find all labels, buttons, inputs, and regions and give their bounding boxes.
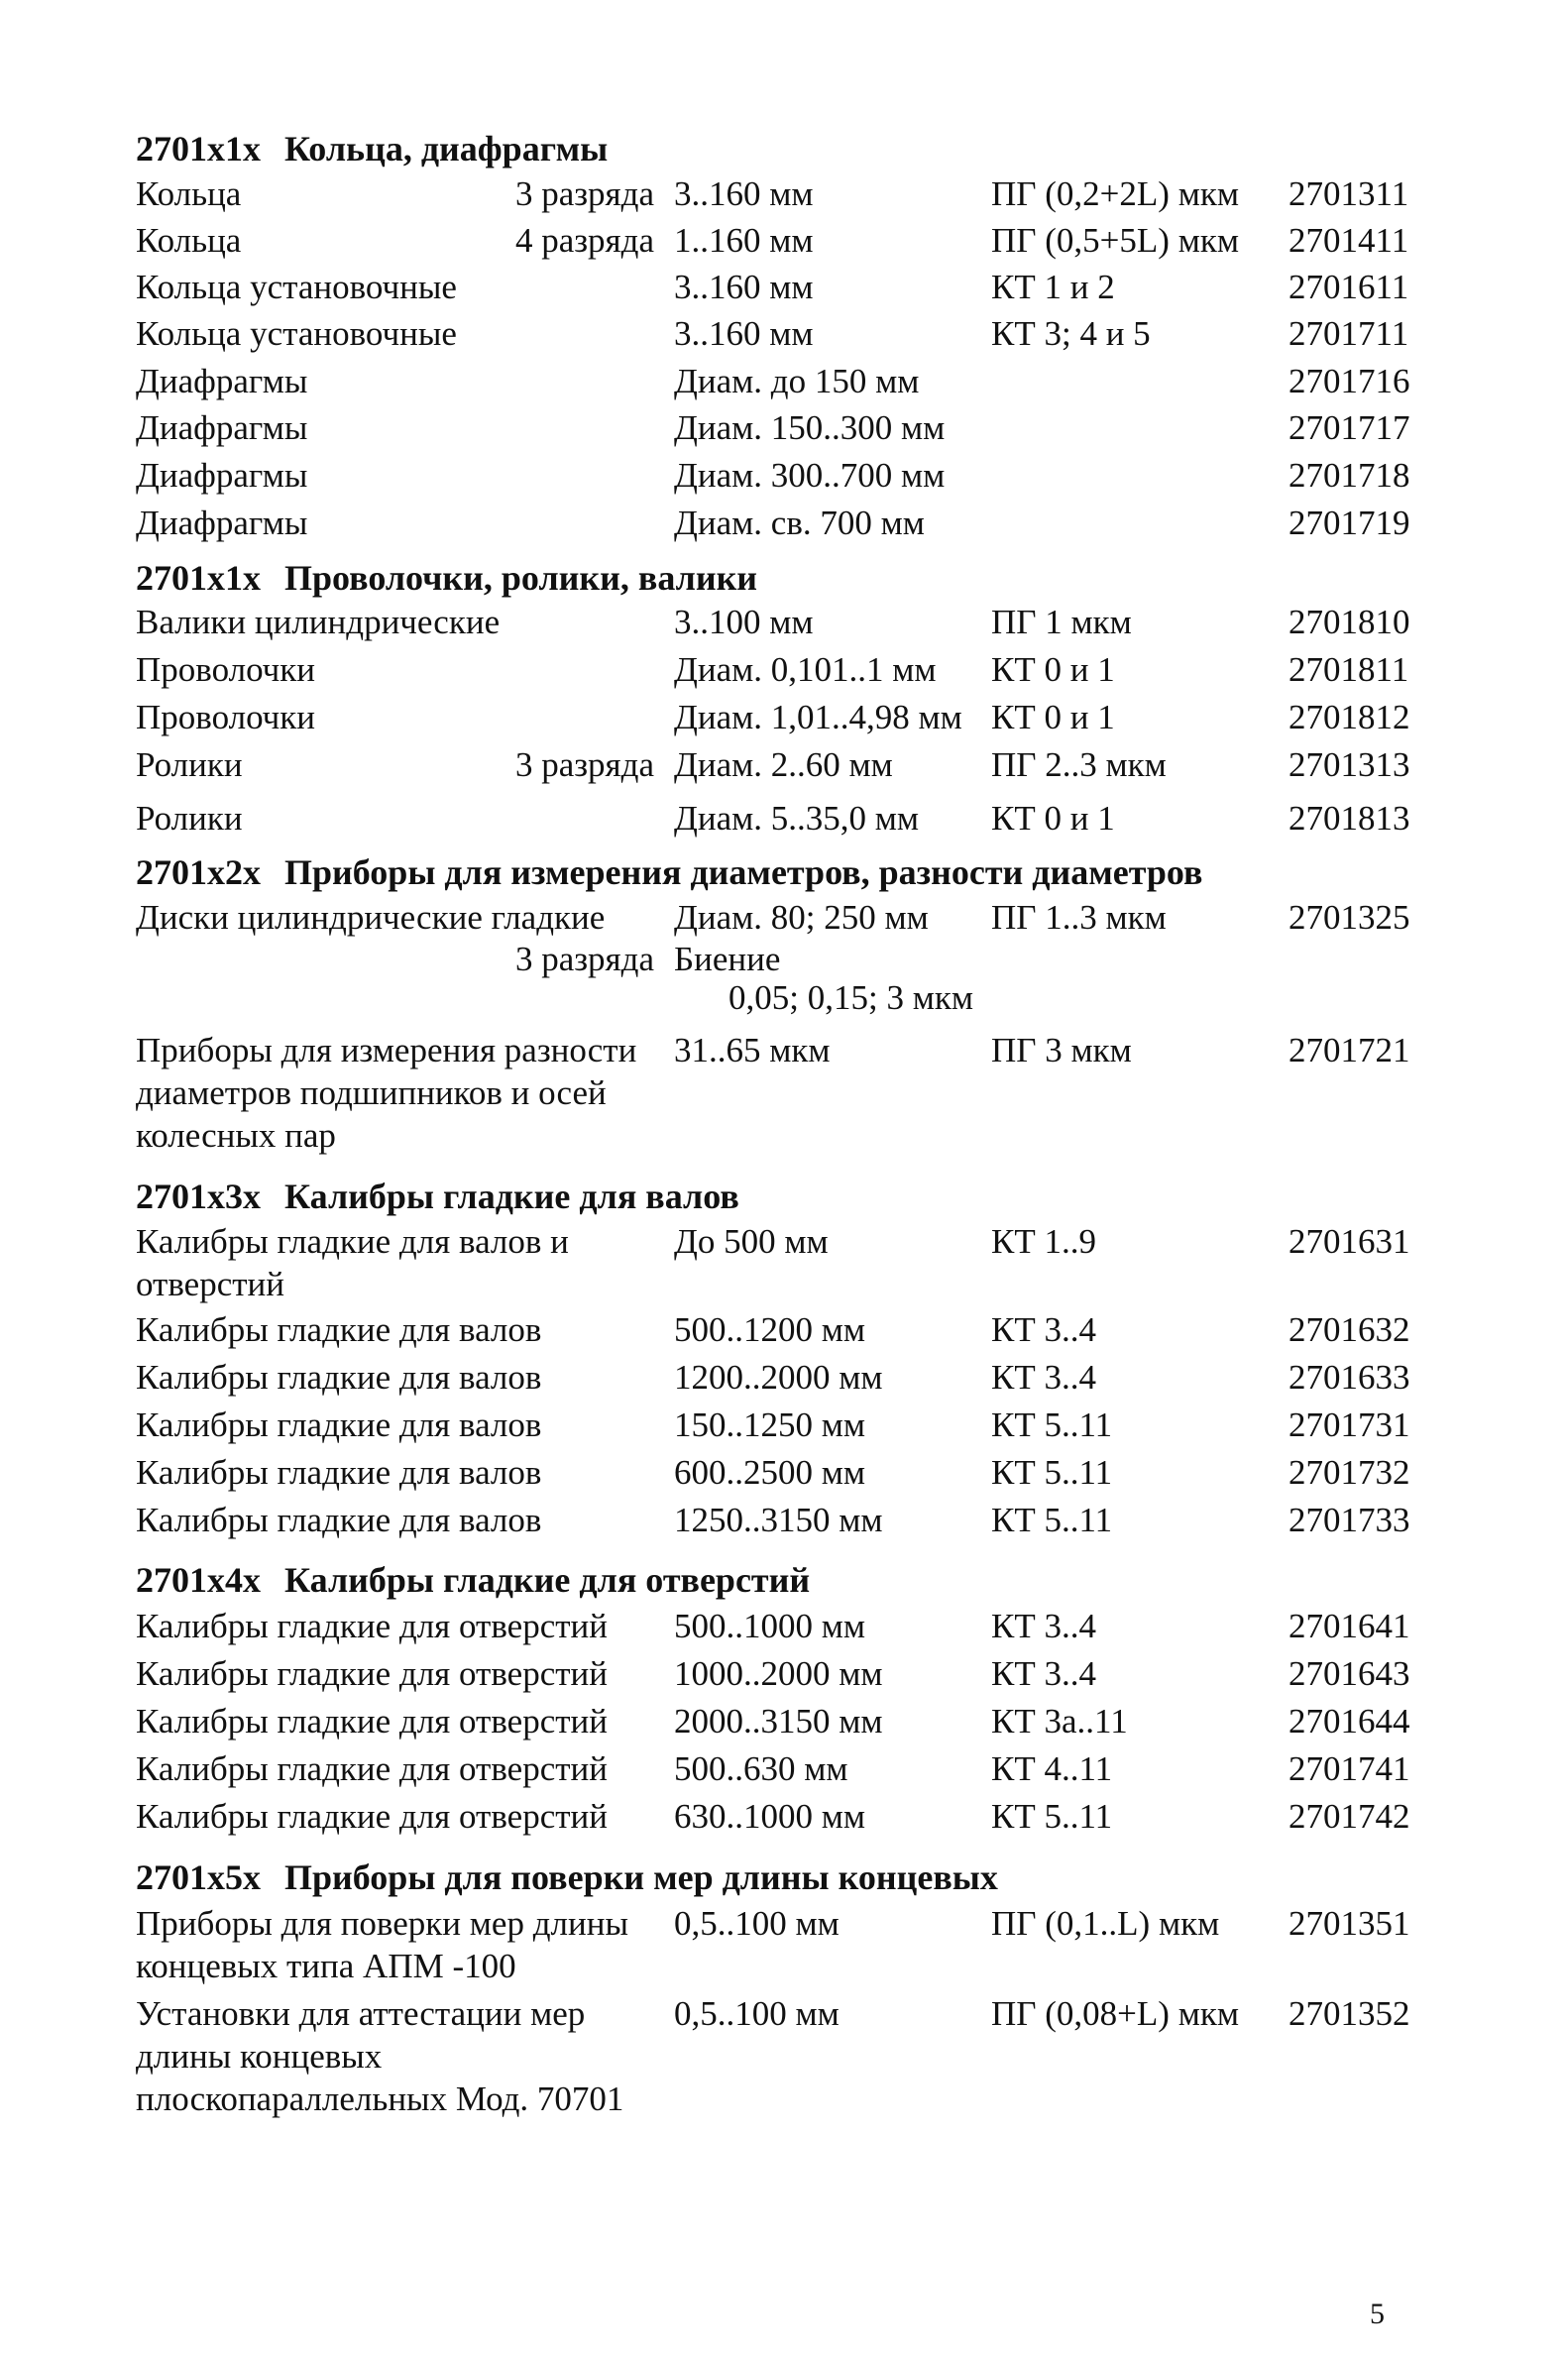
item-name: Проволочки (136, 698, 315, 736)
item-code: 2701716 (1288, 362, 1410, 400)
item-name: Приборы для поверки мер длины (136, 1904, 628, 1943)
item-name: длины концевых (136, 2037, 383, 2076)
item-range: 0,5..100 мм (674, 1904, 840, 1943)
item-name: Калибры гладкие для валов и (136, 1222, 569, 1261)
item-code: 2701644 (1288, 1702, 1410, 1741)
section-code: 2701x1x (136, 129, 261, 168)
item-range: Диам. 80; 250 мм (674, 898, 929, 937)
item-range: 1200..2000 мм (674, 1358, 883, 1397)
item-accuracy: КТ 1..9 (991, 1222, 1096, 1261)
section-code: 2701x5x (136, 1857, 261, 1897)
item-accuracy: КТ 3..4 (991, 1310, 1096, 1349)
item-code: 2701641 (1288, 1607, 1410, 1645)
item-range: 1..160 мм (674, 221, 814, 260)
item-code: 2701733 (1288, 1501, 1410, 1539)
item-range: 1000..2000 мм (674, 1654, 883, 1693)
item-name: отверстий (136, 1265, 284, 1303)
section-heading (136, 127, 608, 170)
item-code: 2701711 (1288, 314, 1409, 353)
item-name: Приборы для измерения разности (136, 1031, 637, 1069)
item-accuracy: КТ 0 и 1 (991, 799, 1115, 838)
item-code: 2701633 (1288, 1358, 1410, 1397)
item-accuracy: ПГ 3 мкм (991, 1031, 1132, 1069)
item-range: Диам. св. 700 мм (674, 504, 925, 542)
item-range: 0,05; 0,15; 3 мкм (728, 978, 973, 1017)
item-range: Диам. до 150 мм (674, 362, 920, 400)
page-number: 5 (1370, 2298, 1385, 2330)
item-code: 2701742 (1288, 1797, 1410, 1836)
section-title: Проволочки, ролики, валики (284, 558, 758, 598)
item-accuracy: КТ 3..4 (991, 1654, 1096, 1693)
item-name: Калибры гладкие для валов (136, 1453, 542, 1492)
section-heading (136, 850, 1202, 894)
item-range: 31..65 мкм (674, 1031, 831, 1069)
item-accuracy: ПГ 1..3 мкм (991, 898, 1167, 937)
item-name: Ролики (136, 745, 243, 784)
item-code: 2701352 (1288, 1994, 1410, 2033)
item-name: колесных пар (136, 1116, 336, 1155)
item-accuracy: КТ 5..11 (991, 1453, 1113, 1492)
item-name: Калибры гладкие для валов (136, 1405, 542, 1444)
item-grade: 3 разряда (514, 174, 654, 213)
item-accuracy: КТ 3..4 (991, 1358, 1096, 1397)
item-name: Кольца (136, 174, 242, 213)
section-heading (136, 1175, 739, 1218)
item-code: 2701741 (1288, 1749, 1410, 1788)
section-heading (136, 1558, 810, 1602)
item-accuracy: КТ 5..11 (991, 1797, 1113, 1836)
item-accuracy: КТ 4..11 (991, 1749, 1113, 1788)
item-range: 3..160 мм (674, 268, 814, 306)
item-range: 630..1000 мм (674, 1797, 866, 1836)
item-range: Диам. 5..35,0 мм (674, 799, 920, 838)
item-range: Биение (674, 940, 781, 978)
item-accuracy: КТ 3а..11 (991, 1702, 1128, 1741)
item-name: плоскопараллельных Мод. 70701 (136, 2079, 624, 2118)
item-accuracy: КТ 0 и 1 (991, 650, 1115, 689)
item-name: Кольца установочные (136, 268, 457, 306)
section-title: Кольца, диафрагмы (284, 129, 609, 168)
section-title: Приборы для поверки мер длины концевых (284, 1857, 998, 1897)
item-code: 2701721 (1288, 1031, 1410, 1069)
item-name: Диски цилиндрические гладкие (136, 898, 606, 937)
item-range: 500..630 мм (674, 1749, 848, 1788)
item-name: Диафрагмы (136, 504, 308, 542)
item-name: Диафрагмы (136, 408, 308, 447)
item-name: Установки для аттестации мер (136, 1994, 586, 2033)
item-range: Диам. 150..300 мм (674, 408, 946, 447)
item-code: 2701731 (1288, 1405, 1410, 1444)
item-range: 3..160 мм (674, 174, 814, 213)
item-code: 2701717 (1288, 408, 1410, 447)
item-name: Калибры гладкие для отверстий (136, 1749, 609, 1788)
item-range: 3..100 мм (674, 603, 814, 641)
item-range: Диам. 0,101..1 мм (674, 650, 937, 689)
item-code: 2701811 (1288, 650, 1409, 689)
item-name: Калибры гладкие для валов (136, 1358, 542, 1397)
item-range: 0,5..100 мм (674, 1994, 840, 2033)
item-name: концевых типа АПМ -100 (136, 1947, 516, 1985)
item-accuracy: ПГ (0,5+5L) мкм (991, 221, 1239, 260)
section-code: 2701x2x (136, 852, 261, 892)
item-name: Калибры гладкие для отверстий (136, 1702, 609, 1741)
item-accuracy: КТ 0 и 1 (991, 698, 1115, 736)
item-name: Калибры гладкие для отверстий (136, 1607, 609, 1645)
item-code: 2701719 (1288, 504, 1410, 542)
section-code: 2701x4x (136, 1560, 261, 1600)
item-name: Ролики (136, 799, 243, 838)
item-accuracy: ПГ 2..3 мкм (991, 745, 1167, 784)
item-range: 2000..3150 мм (674, 1702, 883, 1741)
item-accuracy: ПГ 1 мкм (991, 603, 1132, 641)
item-code: 2701813 (1288, 799, 1410, 838)
item-code: 2701732 (1288, 1453, 1410, 1492)
item-name: Калибры гладкие для отверстий (136, 1654, 609, 1693)
item-accuracy: ПГ (0,1..L) мкм (991, 1904, 1220, 1943)
item-code: 2701631 (1288, 1222, 1410, 1261)
item-name: Проволочки (136, 650, 315, 689)
item-range: Диам. 1,01..4,98 мм (674, 698, 962, 736)
item-accuracy: КТ 5..11 (991, 1501, 1113, 1539)
item-code: 2701411 (1288, 221, 1409, 260)
item-range: 3..160 мм (674, 314, 814, 353)
item-code: 2701311 (1288, 174, 1409, 213)
item-range: Диам. 2..60 мм (674, 745, 893, 784)
item-name: Калибры гладкие для валов (136, 1501, 542, 1539)
section-heading (136, 1855, 998, 1899)
section-title: Калибры гладкие для валов (284, 1177, 739, 1216)
item-code: 2701611 (1288, 268, 1409, 306)
section-title: Калибры гладкие для отверстий (284, 1560, 811, 1600)
item-name: Диафрагмы (136, 456, 308, 495)
item-code: 2701325 (1288, 898, 1410, 937)
item-accuracy: ПГ (0,08+L) мкм (991, 1994, 1239, 2033)
item-accuracy: ПГ (0,2+2L) мкм (991, 174, 1239, 213)
item-accuracy: КТ 3..4 (991, 1607, 1096, 1645)
item-range: 150..1250 мм (674, 1405, 866, 1444)
section-heading (136, 556, 757, 600)
item-name: Калибры гладкие для валов (136, 1310, 542, 1349)
item-code: 2701718 (1288, 456, 1410, 495)
section-code: 2701x3x (136, 1177, 261, 1216)
item-code: 2701351 (1288, 1904, 1410, 1943)
item-name: Кольца установочные (136, 314, 457, 353)
item-name: Кольца (136, 221, 242, 260)
section-title: Приборы для измерения диаметров, разности диаметров (284, 852, 1203, 892)
item-name: Диафрагмы (136, 362, 308, 400)
item-code: 2701313 (1288, 745, 1410, 784)
item-range: Диам. 300..700 мм (674, 456, 946, 495)
item-name: Валики цилиндрические (136, 603, 501, 641)
item-range: 500..1000 мм (674, 1607, 866, 1645)
item-range: До 500 мм (674, 1222, 829, 1261)
item-accuracy: КТ 3; 4 и 5 (991, 314, 1151, 353)
item-range: 1250..3150 мм (674, 1501, 883, 1539)
item-grade: 4 разряда (514, 221, 654, 260)
item-grade: 3 разряда (514, 940, 654, 978)
item-code: 2701812 (1288, 698, 1410, 736)
item-code: 2701643 (1288, 1654, 1410, 1693)
item-range: 600..2500 мм (674, 1453, 866, 1492)
item-name: диаметров подшипников и осей (136, 1073, 607, 1112)
item-grade: 3 разряда (514, 745, 654, 784)
item-accuracy: КТ 1 и 2 (991, 268, 1115, 306)
item-code: 2701632 (1288, 1310, 1410, 1349)
section-code: 2701x1x (136, 558, 261, 598)
item-range: 500..1200 мм (674, 1310, 866, 1349)
item-code: 2701810 (1288, 603, 1410, 641)
item-name: Калибры гладкие для отверстий (136, 1797, 609, 1836)
item-accuracy: КТ 5..11 (991, 1405, 1113, 1444)
